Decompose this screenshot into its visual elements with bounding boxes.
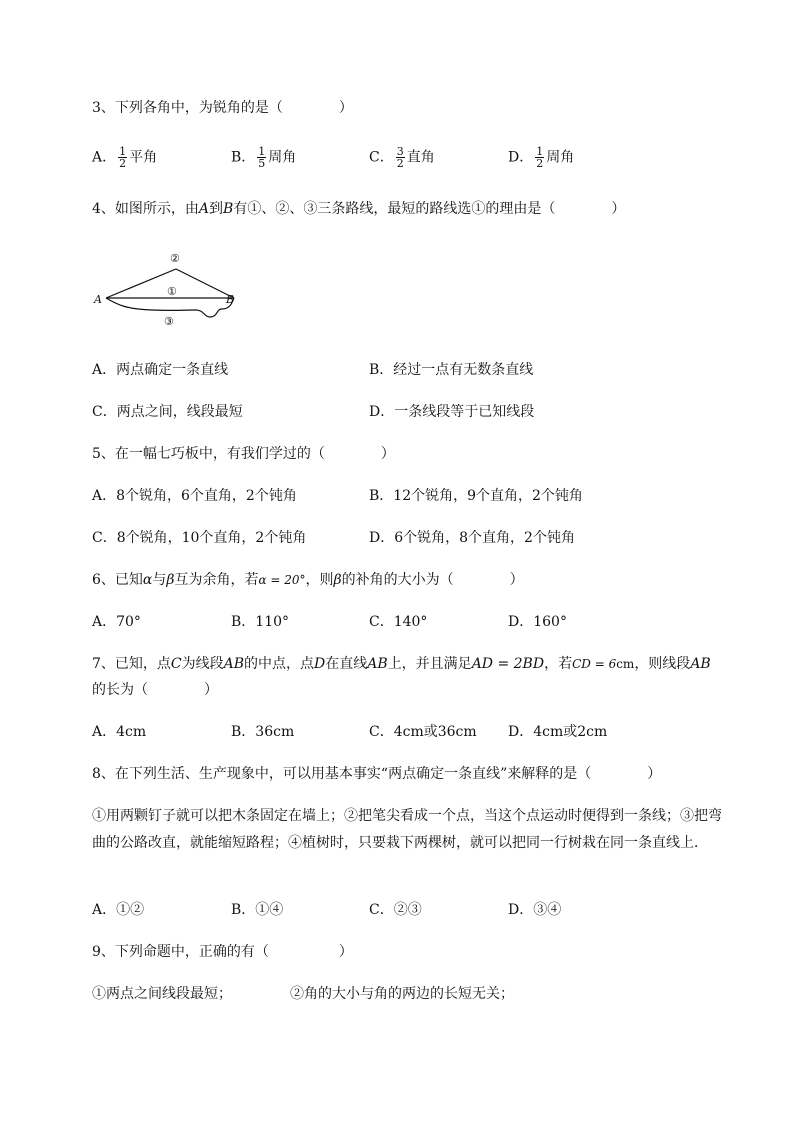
q8-option-b[interactable]: B．①④ <box>231 902 284 918</box>
q6-option-b[interactable]: B．110° <box>231 614 290 630</box>
q4-option-a[interactable]: A．两点确定一条直线 <box>92 362 229 378</box>
q5-stem: 5、在一幅七巧板中，有我们学过的（ ） <box>92 446 395 462</box>
q8-option-a[interactable]: A．①② <box>92 902 145 918</box>
q9-item-1: ①两点之间线段最短； <box>92 986 232 1002</box>
q8-stem: 8、在下列生活、生产现象中，可以用基本事实“两点确定一条直线”来解释的是（ ） <box>92 766 662 782</box>
fraction: $\frac{3}{2}$ <box>396 145 404 170</box>
figure-label-route2: ② <box>170 252 180 265</box>
q4-option-c[interactable]: C．两点之间，线段最短 <box>92 404 243 420</box>
q5-option-a[interactable]: A．8个锐角，6个直角，2个钝角 <box>92 488 297 504</box>
q8-option-c[interactable]: C．②③ <box>369 902 422 918</box>
q8-body: ①用两颗钉子就可以把木条固定在墙上；②把笔尖看成一个点，当这个点运动时便得到一条线；③把弯曲的公路改直，就能缩短路程；④植树时，只要栽下两棵树，就可以把同一行树栽在同一条直线上． <box>92 808 722 851</box>
q4-option-d[interactable]: D．一条线段等于已知线段 <box>369 404 535 420</box>
q5-option-c[interactable]: C．8个锐角，10个直角，2个钝角 <box>92 530 307 546</box>
fraction: $\frac{1}{2}$ <box>119 145 127 170</box>
q7-option-b[interactable]: B．36cm <box>231 724 295 740</box>
fraction: $\frac{1}{5}$ <box>258 145 266 170</box>
figure-label-route3: ③ <box>164 315 174 328</box>
route-figure <box>92 247 252 331</box>
q3-option-d[interactable]: D． $\frac{1}{2}$ 周角 <box>508 145 575 170</box>
figure-label-b: B <box>226 293 235 306</box>
q9-stem: 9、下列命题中，正确的有（ ） <box>92 944 353 960</box>
fraction: $\frac{1}{2}$ <box>536 145 544 170</box>
q6-option-a[interactable]: A．70° <box>92 614 141 630</box>
q5-option-b[interactable]: B．12个锐角，9个直角，2个钝角 <box>369 488 583 504</box>
q6-stem: 6、已知α与β互为余角，若α = 20°，则β的补角的大小为（ ） <box>92 572 524 588</box>
q4-option-b[interactable]: B．经过一点有无数条直线 <box>369 362 534 378</box>
q3-stem: 3、下列各角中，为锐角的是（ ） <box>92 100 353 116</box>
q5-option-d[interactable]: D．6个锐角，8个直角，2个钝角 <box>369 530 575 546</box>
q3-option-b[interactable]: B． $\frac{1}{5}$ 周角 <box>231 145 297 170</box>
q7-option-a[interactable]: A．4cm <box>92 724 147 740</box>
q6-option-d[interactable]: D．160° <box>508 614 567 630</box>
figure-label-a: A <box>94 293 102 306</box>
q6-option-c[interactable]: C．140° <box>369 614 428 630</box>
q4-stem: 4、如图所示，由A到B有①、②、③三条路线，最短的路线选①的理由是（ ） <box>92 201 626 217</box>
q7-stem-line2: 的长为（ ） <box>92 682 218 698</box>
q3-option-c[interactable]: C． $\frac{3}{2}$ 直角 <box>369 145 435 170</box>
figure-label-route1: ① <box>167 285 177 298</box>
q8-option-d[interactable]: D．③④ <box>508 902 562 918</box>
q9-item-2: ②角的大小与角的两边的长短无关； <box>290 986 514 1002</box>
q7-option-c[interactable]: C．4cm或36cm <box>369 724 477 740</box>
q7-stem: 7、已知，点C为线段AB的中点，点D在直线AB上，并且满足AD = 2BD，若CD = 6cm，则线段AB <box>92 656 711 672</box>
q3-option-a[interactable]: A． $\frac{1}{2}$ 平角 <box>92 145 158 170</box>
q7-option-d[interactable]: D．4cm或2cm <box>508 724 608 740</box>
